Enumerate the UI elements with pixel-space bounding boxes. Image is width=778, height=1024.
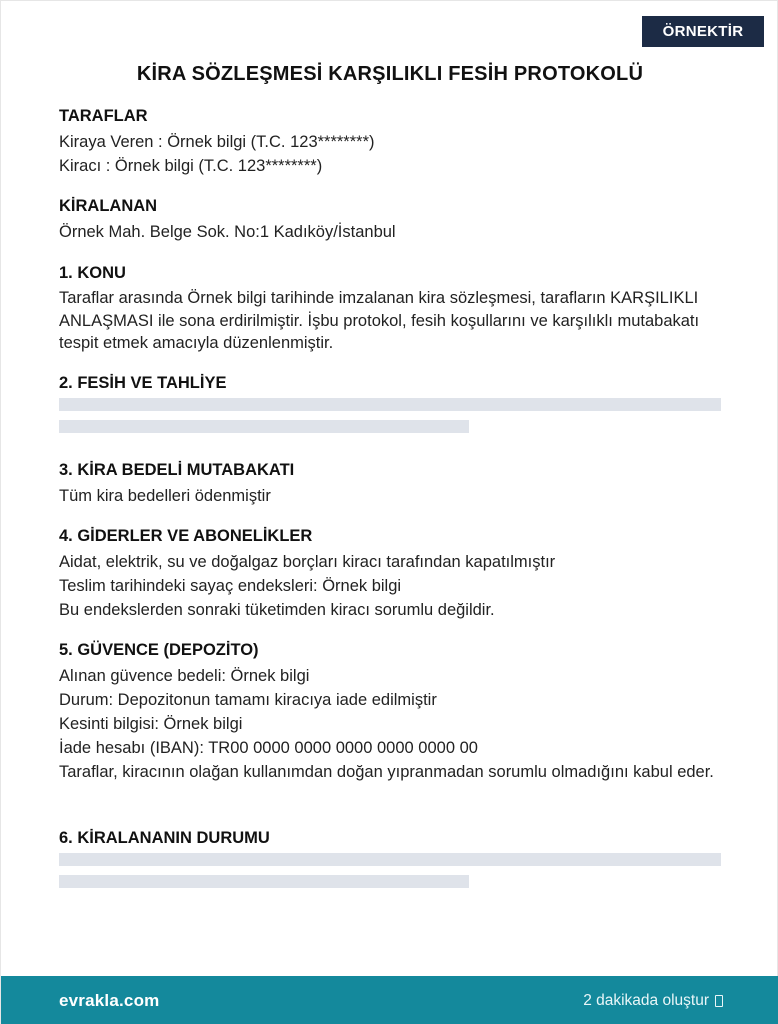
landlord-line: Kiraya Veren : Örnek bilgi (T.C. 123********) (59, 133, 375, 151)
consumption-line: Bu endekslerden sonraki tüketimden kiracı sorumlu değildir. (59, 601, 495, 619)
section-fesih (59, 372, 723, 433)
section-giderler (59, 525, 723, 622)
expenses-line: Aidat, elektrik, su ve doğalgaz borçları kiracı tarafından kapatılmıştır (59, 553, 556, 571)
deposit-status-line: Durum: Depozitonun tamamı kiracıya iade edilmiştir (59, 691, 437, 709)
section-konu (59, 262, 723, 355)
create-cta[interactable] (583, 992, 723, 1010)
section-heading: 6. KİRALANANIN DURUMU (59, 829, 270, 847)
rent-status-line: Tüm kira bedelleri ödenmiştir (59, 487, 271, 505)
section-heading: 5. GÜVENCE (DEPOZİTO) (59, 641, 259, 659)
property-address: Örnek Mah. Belge Sok. No:1 Kadıköy/İstanbul (59, 223, 396, 241)
section-kiralanan (59, 195, 723, 244)
meter-readings-line: Teslim tarihindeki sayaç endeksleri: Örnek bilgi (59, 577, 402, 595)
section-kira-bedeli (59, 459, 723, 508)
redacted-line (59, 398, 721, 411)
tenant-line: Kiracı : Örnek bilgi (T.C. 123********) (59, 157, 323, 175)
section-heading: 2. FESİH VE TAHLİYE (59, 374, 227, 392)
sample-badge: ÖRNEKTİR (642, 16, 764, 47)
cta-label: 2 dakikada oluştur (583, 991, 709, 1009)
section-durum (59, 827, 723, 888)
iban-line: İade hesabı (IBAN): TR00 0000 0000 0000 0000 0000 00 (59, 739, 478, 757)
section-heading: TARAFLAR (59, 107, 148, 125)
section-heading: 3. KİRA BEDELİ MUTABAKATI (59, 461, 295, 479)
section-taraflar (59, 105, 723, 178)
footer-bar (1, 976, 778, 1024)
redacted-line (59, 875, 469, 888)
section-heading: 4. GİDERLER VE ABONELİKLER (59, 527, 313, 545)
brand-link[interactable]: evrakla.com (59, 990, 160, 1010)
wear-clause-paragraph: Taraflar, kiracının olağan kullanımdan doğan yıpranmadan sorumlu olmadığını kabul eder. (59, 763, 714, 781)
subject-paragraph: Taraflar arasında Örnek bilgi tarihinde imzalanan kira sözleşmesi, tarafların KARŞILIKLI ANLAŞMASI ile sona erdirilmiştir. İşbu protokol, fesih koşullarını ve karşılıklı mutabakatı tespit etmek amacıyla düzenlenmiştir. (59, 289, 700, 352)
document-icon (715, 995, 723, 1007)
section-guvence (59, 639, 723, 784)
deduction-line: Kesinti bilgisi: Örnek bilgi (59, 715, 243, 733)
section-heading: 1. KONU (59, 264, 126, 282)
document-title: KİRA SÖZLEŞMESİ KARŞILIKLI FESİH PROTOKOLÜ (136, 63, 644, 85)
redacted-line (59, 420, 469, 433)
section-heading: KİRALANAN (59, 197, 158, 215)
redacted-line (59, 853, 721, 866)
deposit-amount-line: Alınan güvence bedeli: Örnek bilgi (59, 667, 310, 685)
